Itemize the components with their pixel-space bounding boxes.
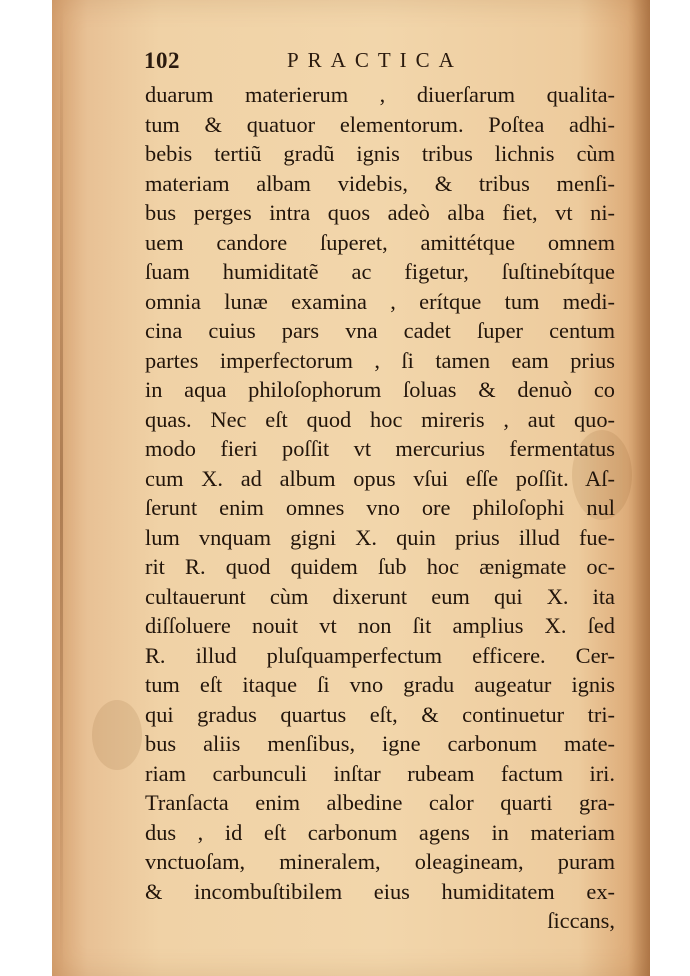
text-line: rit R. quod quidem ſub hoc ænigmate oc- xyxy=(145,554,615,579)
text-line: bus perges intra quos adeò alba fiet, vt ni- xyxy=(145,200,615,225)
running-head: PRACTICA xyxy=(287,48,463,72)
text-line: diſſoluere nouit vt non ſit amplius X. ſed xyxy=(145,613,615,638)
text-line: lum vnquam gigni X. quin prius illud fue- xyxy=(145,524,615,550)
text-line: partes imperfectorum , ſi tamen eam prius xyxy=(145,347,615,373)
text-line: materiam albam videbis, & tribus menſi- xyxy=(145,170,615,196)
text-line: duarum materierum , diuerſarum qualita- xyxy=(145,82,615,107)
text-line: tum eſt itaque ſi vno gradu augeatur ignis xyxy=(145,672,615,697)
text-line: uem candore ſuperet, amittétque omnem xyxy=(145,229,615,255)
text-line: in aqua philoſophorum ſoluas & denuò co xyxy=(145,377,615,402)
text-line: tum & quatuor elementorum. Poſtea adhi- xyxy=(145,111,615,137)
text-line: dus , id eſt carbonum agens in materiam xyxy=(145,819,615,845)
text-line: riam carbunculi inſtar rubeam factum iri. xyxy=(145,760,615,786)
text-line: quas. Nec eſt quod hoc mireris , aut quo- xyxy=(145,406,615,432)
text-line: ſerunt enim omnes vno ore philoſophi nul xyxy=(145,495,615,520)
text-line: cultauerunt cùm dixerunt eum qui X. ita xyxy=(145,583,615,609)
text-line: ſuam humiditatẽ ac figetur, ſuſtinebítque xyxy=(145,259,615,284)
text-line: cum X. ad album opus vſui eſſe poſſit. Aſ- xyxy=(145,465,615,491)
body-text xyxy=(145,80,615,936)
text-line: R. illud pluſquamperfectum efficere. Cer- xyxy=(145,642,615,668)
text-line: modo fieri poſſit vt mercurius fermentatus xyxy=(145,436,615,461)
text-line: Tranſacta enim albedine calor quarti gra- xyxy=(145,790,615,815)
text-line: bus aliis menſibus, igne carbonum mate- xyxy=(145,731,615,756)
catchword: ſiccans, xyxy=(547,908,615,933)
text-line: bebis tertiũ gradũ ignis tribus lichnis cùm xyxy=(145,141,615,166)
paper-stain xyxy=(92,700,142,770)
page-header xyxy=(88,48,648,78)
text-line: & incombuſtibilem eius humiditatem ex- xyxy=(145,878,615,904)
text-line: vnctuoſam, mineralem, oleagineam, puram xyxy=(145,849,615,874)
text-line: cina cuius pars vna cadet ſuper centum xyxy=(145,318,615,343)
page-number: 102 xyxy=(144,48,180,73)
text-line: qui gradus quartus eſt, & continuetur tri- xyxy=(145,701,615,727)
text-line: omnia lunæ examina , erítque tum medi- xyxy=(145,288,615,314)
